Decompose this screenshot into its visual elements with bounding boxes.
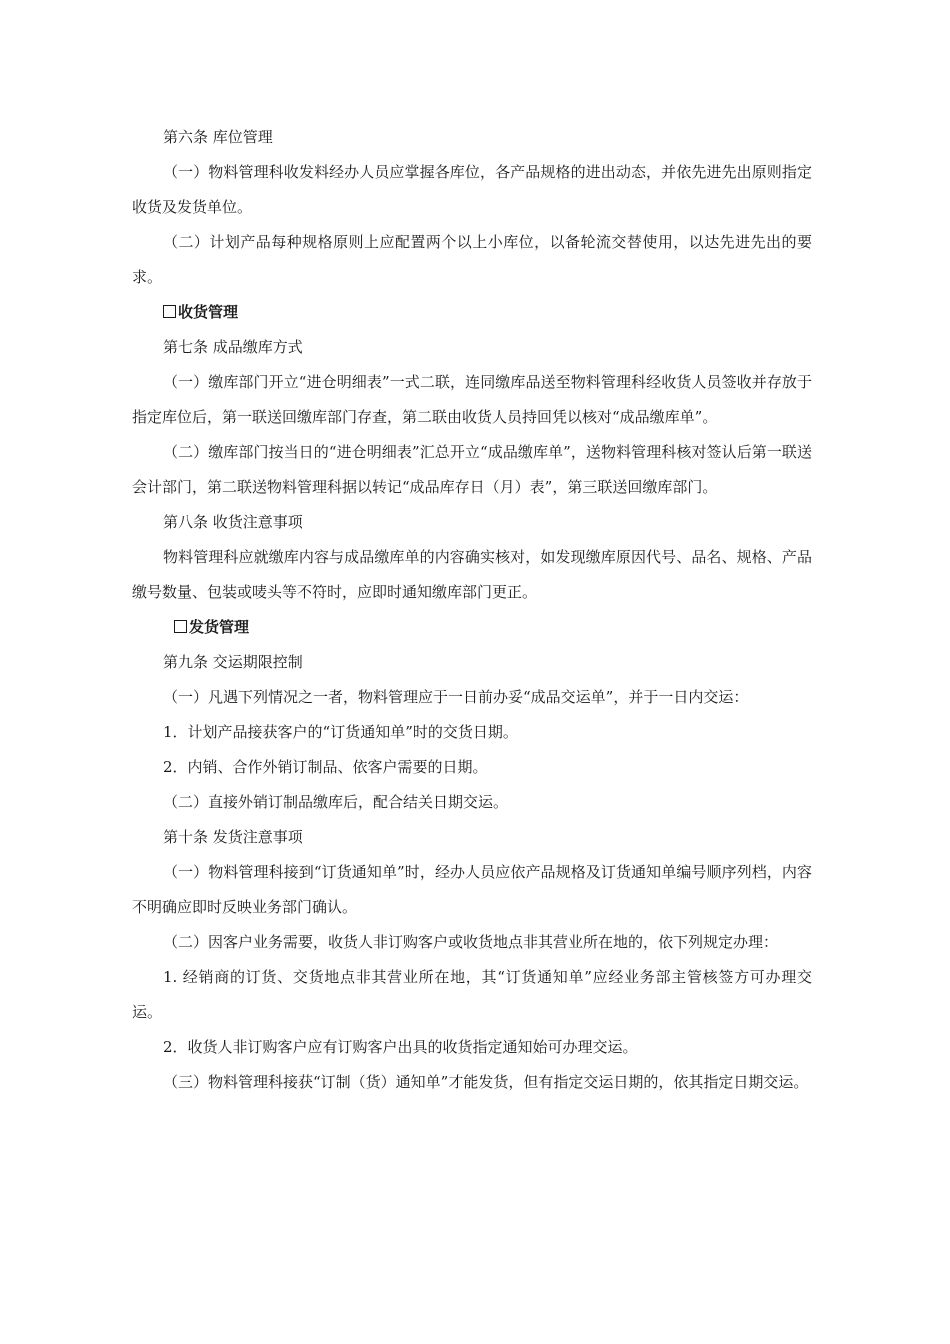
article-9-paragraph-1: （一）凡遇下列情况之一者，物料管理应于一日前办妥“成品交运单”，并于一日内交运： xyxy=(163,688,749,706)
article-10-item-1: 1. 经销商的订货、交货地点非其营业所在地，其“订货通知单”应经业务部主管核签方可办理交运。 xyxy=(132,968,812,1021)
section-receiving-heading xyxy=(132,295,812,330)
article-8-paragraph-1: 物料管理科应就缴库内容与成品缴库单的内容确实核对，如发现缴库原因代号、品名、规格、产品缴号数量、包装或唛头等不符时，应即时通知缴库部门更正。 xyxy=(132,548,812,601)
article-7-paragraph-1: （一）缴库部门开立“进仓明细表”一式二联，连同缴库品送至物料管理科经收货人员签收并存放于指定库位后，第一联送回缴库部门存查，第二联由收货人员持回凭以核对“成品缴库单”。 xyxy=(132,373,812,426)
article-6-title: 第六条 库位管理 xyxy=(163,128,273,146)
article-8-title: 第八条 收货注意事项 xyxy=(163,513,303,531)
section-receiving-label: 收货管理 xyxy=(178,303,239,321)
article-9-item-2: 2．内销、合作外销订制品、依客户需要的日期。 xyxy=(163,758,488,776)
section-shipping-label: 发货管理 xyxy=(189,618,250,636)
section-shipping-heading xyxy=(132,610,812,645)
article-10-title: 第十条 发货注意事项 xyxy=(163,828,303,846)
checkbox-square-icon xyxy=(163,305,176,318)
article-6-paragraph-2: （二）计划产品每种规格原则上应配置两个以上小库位，以备轮流交替使用，以达先进先出的要求。 xyxy=(132,233,812,286)
article-10-paragraph-3: （三）物料管理科接获“订制（货）通知单”才能发货，但有指定交运日期的，依其指定日期交运。 xyxy=(163,1073,809,1091)
article-9-title: 第九条 交运期限控制 xyxy=(163,653,303,671)
article-10-paragraph-2: （二）因客户业务需要，收货人非订购客户或收货地点非其营业所在地的，依下列规定办理： xyxy=(163,933,779,951)
article-10-paragraph-1: （一）物料管理科接到“订货通知单”时，经办人员应依产品规格及订货通知单编号顺序列档，内容不明确应即时反映业务部门确认。 xyxy=(132,863,812,916)
article-10-item-2: 2．收货人非订购客户应有订购客户出具的收货指定通知始可办理交运。 xyxy=(163,1038,638,1056)
checkbox-square-icon xyxy=(174,620,187,633)
article-9-item-1: 1．计划产品接获客户的“订货通知单”时的交货日期。 xyxy=(163,723,518,741)
article-6-paragraph-1: （一）物料管理科收发料经办人员应掌握各库位，各产品规格的进出动态，并依先进先出原则指定收货及发货单位。 xyxy=(132,163,812,216)
article-7-paragraph-2: （二）缴库部门按当日的“进仓明细表”汇总开立“成品缴库单”，送物料管理科核对签认后第一联送会计部门，第二联送物料管理科据以转记“成品库存日（月）表”，第三联送回缴库部门。 xyxy=(132,443,812,496)
article-7-title: 第七条 成品缴库方式 xyxy=(163,338,303,356)
document-body xyxy=(132,120,812,1100)
article-9-paragraph-2: （二）直接外销订制品缴库后，配合结关日期交运。 xyxy=(163,793,509,811)
